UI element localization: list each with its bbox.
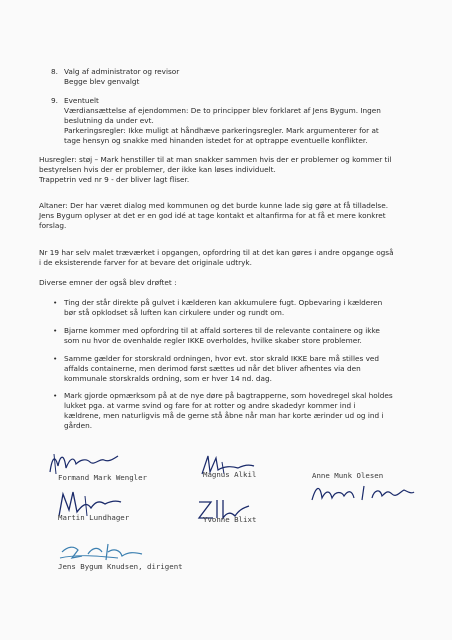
item-number: 8. [51,67,58,76]
paragraph-line: Husregler: støj – Mark henstiller til at man snakker sammen hvis der er problemer og kommer til [39,155,392,164]
item-line: tage hensyn og snakke med hinanden istedet for at optrappe eventuelle konflikter. [64,136,368,145]
signature-name: Martin Lundhager [58,513,130,522]
bullet-line: lukket pga. at varme svind og fare for at rotter og andre skadedyr kommer ind i [64,401,356,410]
bullet-line: gården. [64,421,93,430]
paragraph-line: forslag. [39,221,67,230]
paragraph-line: Diverse emner der også blev drøftet : [39,278,177,287]
paragraph-line: bestyrelsen hvis der er problemer, der ikke kan løses individuelt. [39,165,276,174]
bullet-line: Samme gælder for storskrald ordningen, hvor evt. stor skrald IKKE bare må stilles ved [64,354,380,363]
signature-name: Anne Munk Olesen [312,471,384,480]
item-line: Begge blev genvalgt [64,77,140,86]
item-number: 9. [51,96,58,105]
bullet-glyph: • [53,326,58,335]
bullet-glyph: • [53,298,58,307]
bullet-line: Mark gjorde opmærksom på at de nye døre på bagtrapperne, som hovedregel skal holdes [64,391,393,400]
item-line: Parkeringsregler: Ikke muligt at håndhæve parkeringsregler. Mark argumenterer for at [64,126,379,135]
signature-name: Magnus Alkil [203,470,257,479]
signature-scribble-anne [308,480,418,506]
bullet-line: kommunale storskralds ordning, som er hver 14 nd. dag. [64,374,272,383]
bullet-line: kældrene, men naturligvis må de gerne stå åbne når man har korte ærinder ud og ind i [64,411,384,420]
bullet-glyph: • [53,354,58,363]
signature-name: Jens Bygum Knudsen, dirigent [58,562,183,571]
bullet-line: bør stå opklodset så luften kan cirkulere under og rundt om. [64,308,285,317]
paragraph-line: Nr 19 har selv malet træværket i opgangen, opfordring til at det kan gøres i andre opgange også [39,248,394,257]
paragraph-line: Jens Bygum oplyser at det er en god idé at tage kontakt et altanfirma for at få et mere konkret [39,211,386,220]
item-title: Eventuelt [64,96,99,105]
signature-name: Yvonne Blixt [203,515,257,524]
bullet-line: Bjarne kommer med opfordring til at affald sorteres til de relevante containere og ikke [64,326,380,335]
signature-name: Formand Mark Wengler [58,473,147,482]
signature-scribble-jens [58,540,148,562]
paragraph-line: Altaner: Der har været dialog med kommunen og det burde kunne lade sig gøre at få tilladelse. [39,201,389,210]
bullet-line: som nu hvor de ovenhalde regler IKKE overholdes, hvilke skaber store problemer. [64,336,362,345]
item-line: Værdiansættelse af ejendommen: De to principper blev forklaret af Jens Bygum. Ingen [64,106,381,115]
paragraph-line: Trappetrin ved nr 9 - der bliver lagt fliser. [39,175,190,184]
bullet-line: affalds containerne, men derimod først sættes ud når det bliver afhentes via den [64,364,361,373]
item-title: Valg af administrator og revisor [64,67,180,76]
item-line: beslutning da under evt. [64,116,154,125]
bullet-line: Ting der står direkte på gulvet i kælderen kan akkumulere fugt. Opbevaring i kælderen [64,298,383,307]
bullet-glyph: • [53,391,58,400]
paragraph-line: i de eksisterende farver for at bevare det originale udtryk. [39,258,252,267]
